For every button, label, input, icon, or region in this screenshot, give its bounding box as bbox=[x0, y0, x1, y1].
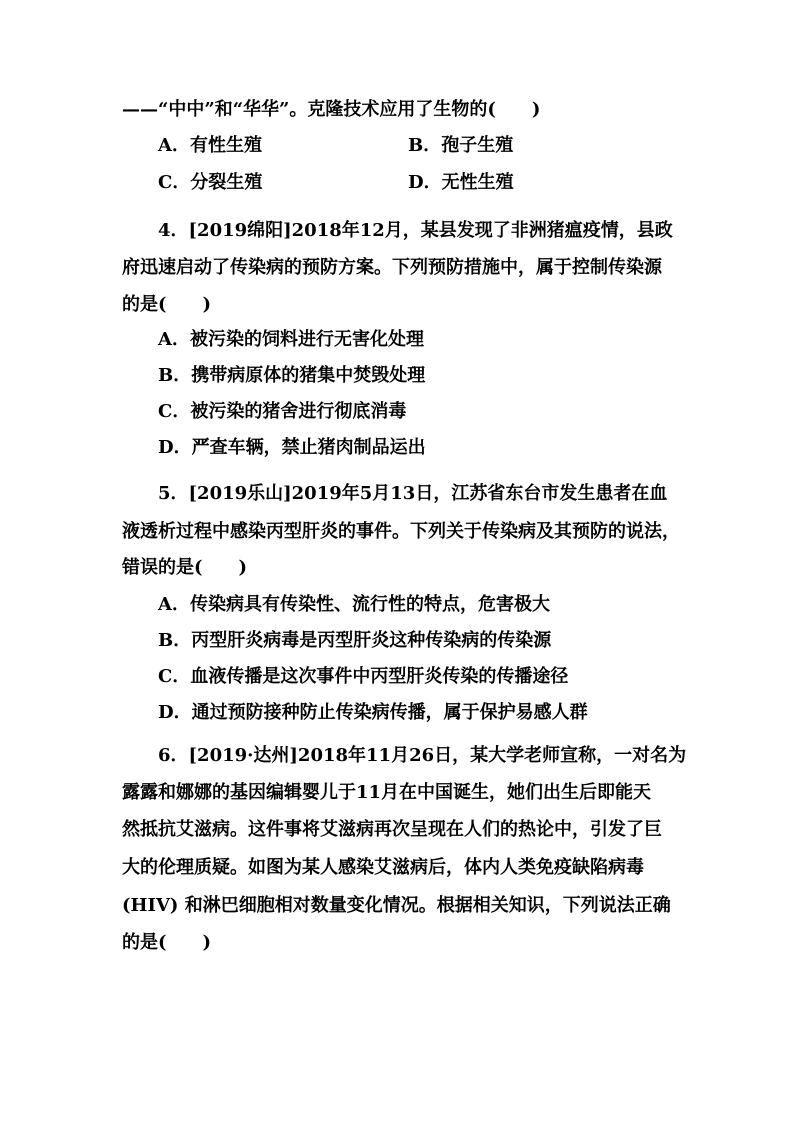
question-5-option-b: B．丙型肝炎病毒是丙型肝炎这种传染病的传染源 bbox=[158, 630, 552, 651]
question-6-line-4: 大的伦理质疑。如图为某人感染艾滋病后，体内人类免疫缺陷病毒 bbox=[122, 857, 644, 878]
question-5-option-a: A．传染病具有传染性、流行性的特点，危害极大 bbox=[158, 594, 550, 615]
question-5-line-1: 5．[2019乐山]2019年5月13日，江苏省东台市发生患者在血 bbox=[158, 483, 668, 504]
question-5-line-3: 错误的是( ) bbox=[122, 557, 248, 578]
question-6-line-1: 6．[2019·达州]2018年11月26日，某大学老师宣称，一对名为 bbox=[158, 745, 687, 766]
question-4-line-2: 府迅速启动了传染病的预防方案。下列预防措施中，属于控制传染源 bbox=[122, 257, 662, 278]
question-3-option-b: B．孢子生殖 bbox=[408, 135, 514, 156]
question-5-line-2: 液透析过程中感染丙型肝炎的事件。下列关于传染病及其预防的说法， bbox=[122, 521, 680, 542]
question-4-line-3: 的是( ) bbox=[122, 294, 212, 315]
question-4-option-d: D．严查车辆，禁止猪肉制品运出 bbox=[158, 437, 426, 458]
question-4-option-a: A．被污染的饲料进行无害化处理 bbox=[158, 329, 424, 350]
question-4-option-c: C．被污染的猪舍进行彻底消毒 bbox=[158, 401, 407, 422]
question-4-line-1: 4．[2019绵阳]2018年12月，某县发现了非洲猪瘟疫情，县政 bbox=[158, 220, 673, 241]
question-5-option-d: D．通过预防接种防止传染病传播，属于保护易感人群 bbox=[158, 702, 588, 723]
question-6-line-6: 的是( ) bbox=[122, 932, 212, 953]
question-3-option-d: D．无性生殖 bbox=[408, 172, 514, 193]
question-5-option-c: C．血液传播是这次事件中丙型肝炎传染的传播途径 bbox=[158, 666, 569, 687]
question-3-stem-tail: ——“中中”和“华华”。克隆技术应用了生物的( ) bbox=[122, 99, 541, 120]
question-6-line-2: 露露和娜娜的基因编辑婴儿于11月在中国诞生，她们出生后即能天 bbox=[122, 782, 652, 803]
question-3-option-c: C．分裂生殖 bbox=[158, 172, 263, 193]
question-4-option-b: B．携带病原体的猪集中焚毁处理 bbox=[158, 365, 426, 386]
question-6-line-3: 然抵抗艾滋病。这件事将艾滋病再次呈现在人们的热论中，引发了巨 bbox=[122, 819, 662, 840]
question-3-option-a: A．有性生殖 bbox=[158, 135, 262, 156]
question-6-line-5: (HIV) 和淋巴细胞相对数量变化情况。根据相关知识，下列说法正确 bbox=[122, 895, 671, 916]
